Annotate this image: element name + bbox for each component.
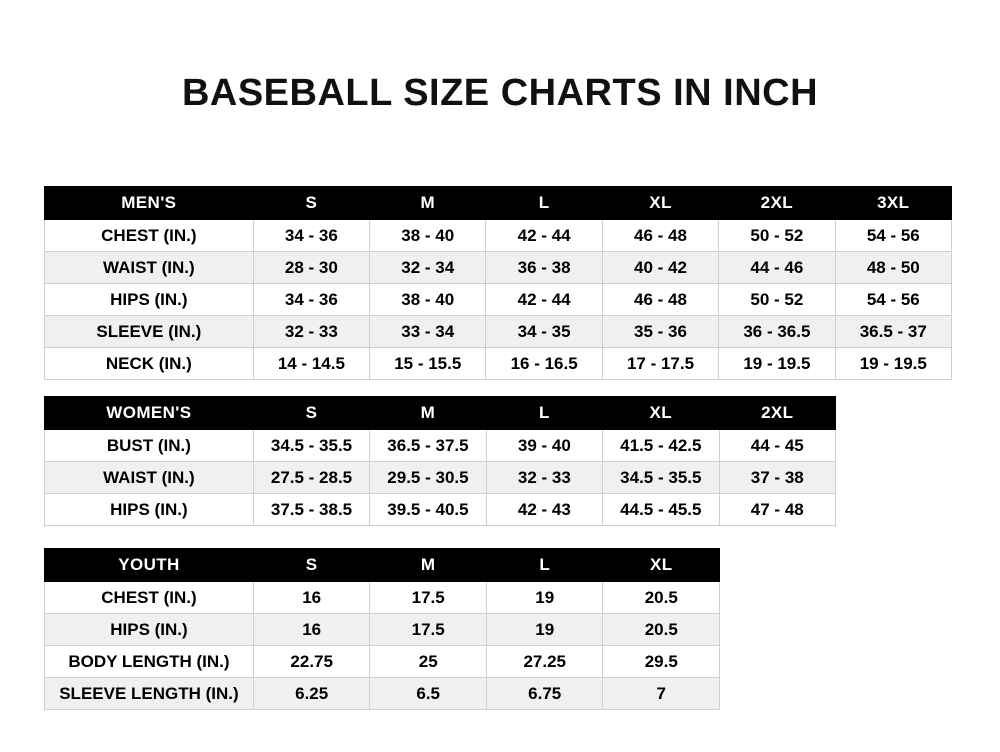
table-row [45,252,952,284]
table-row [45,348,952,380]
youth-header-s: S [253,549,370,582]
cell: 54 - 56 [835,284,951,316]
table-row [45,678,720,710]
cell: 20.5 [603,582,720,614]
mens-table-body [45,220,952,380]
cell: 38 - 40 [370,284,486,316]
row-label: NECK (IN.) [45,348,254,380]
row-label: CHEST (IN.) [45,220,254,252]
row-label: SLEEVE (IN.) [45,316,254,348]
cell: 42 - 43 [486,494,602,526]
cell: 48 - 50 [835,252,951,284]
row-label: BODY LENGTH (IN.) [45,646,254,678]
row-label: SLEEVE LENGTH (IN.) [45,678,254,710]
cell: 40 - 42 [602,252,718,284]
cell: 17.5 [370,614,487,646]
cell: 50 - 52 [719,284,835,316]
table-row [45,494,836,526]
cell: 36.5 - 37.5 [370,430,486,462]
cell: 36.5 - 37 [835,316,951,348]
table-row [45,582,720,614]
cell: 41.5 - 42.5 [603,430,719,462]
cell: 25 [370,646,487,678]
table-row [45,220,952,252]
cell: 42 - 44 [486,284,602,316]
cell: 19 - 19.5 [719,348,835,380]
row-label: BUST (IN.) [45,430,254,462]
cell: 19 - 19.5 [835,348,951,380]
mens-header-2xl: 2XL [719,187,835,220]
youth-table-header [45,549,720,582]
youth-header-l: L [486,549,603,582]
cell: 44 - 45 [719,430,835,462]
table-row [45,646,720,678]
cell: 7 [603,678,720,710]
cell: 17.5 [370,582,487,614]
row-label: WAIST (IN.) [45,462,254,494]
youth-header-category: YOUTH [45,549,254,582]
mens-header-l: L [486,187,602,220]
womens-header-2xl: 2XL [719,397,835,430]
cell: 36 - 36.5 [719,316,835,348]
cell: 35 - 36 [602,316,718,348]
youth-size-chart [44,548,720,710]
youth-header-m: M [370,549,487,582]
cell: 15 - 15.5 [370,348,486,380]
cell: 37.5 - 38.5 [253,494,369,526]
womens-size-chart [44,396,836,526]
cell: 39.5 - 40.5 [370,494,486,526]
cell: 44 - 46 [719,252,835,284]
table-header-row [45,397,836,430]
table-row [45,316,952,348]
cell: 37 - 38 [719,462,835,494]
cell: 32 - 33 [486,462,602,494]
cell: 29.5 [603,646,720,678]
cell: 46 - 48 [602,220,718,252]
cell: 42 - 44 [486,220,602,252]
womens-table-header [45,397,836,430]
table-row [45,462,836,494]
page-title: BASEBALL SIZE CHARTS IN INCH [181,72,819,114]
cell: 50 - 52 [719,220,835,252]
row-label: WAIST (IN.) [45,252,254,284]
womens-header-l: L [486,397,602,430]
cell: 34.5 - 35.5 [253,430,369,462]
youth-header-xl: XL [603,549,720,582]
cell: 29.5 - 30.5 [370,462,486,494]
cell: 38 - 40 [370,220,486,252]
mens-header-s: S [253,187,369,220]
cell: 16 - 16.5 [486,348,602,380]
cell: 19 [486,582,603,614]
cell: 17 - 17.5 [602,348,718,380]
cell: 28 - 30 [253,252,369,284]
cell: 6.5 [370,678,487,710]
cell: 34.5 - 35.5 [603,462,719,494]
row-label: HIPS (IN.) [45,494,254,526]
cell: 44.5 - 45.5 [603,494,719,526]
mens-header-category: MEN'S [45,187,254,220]
youth-size-table [44,548,720,710]
womens-header-s: S [253,397,369,430]
cell: 19 [486,614,603,646]
mens-size-chart [44,186,952,380]
cell: 27.5 - 28.5 [253,462,369,494]
cell: 34 - 35 [486,316,602,348]
cell: 20.5 [603,614,720,646]
cell: 32 - 33 [253,316,369,348]
table-row [45,284,952,316]
womens-size-table [44,396,836,526]
cell: 16 [253,582,370,614]
cell: 16 [253,614,370,646]
cell: 22.75 [253,646,370,678]
cell: 36 - 38 [486,252,602,284]
table-row [45,430,836,462]
cell: 47 - 48 [719,494,835,526]
youth-table-body [45,582,720,710]
cell: 46 - 48 [602,284,718,316]
mens-table-header [45,187,952,220]
womens-header-m: M [370,397,486,430]
mens-header-xl: XL [602,187,718,220]
mens-header-m: M [370,187,486,220]
cell: 34 - 36 [253,284,369,316]
cell: 6.75 [486,678,603,710]
womens-header-xl: XL [603,397,719,430]
table-header-row [45,187,952,220]
mens-size-table [44,186,952,380]
row-label: HIPS (IN.) [45,614,254,646]
cell: 39 - 40 [486,430,602,462]
row-label: CHEST (IN.) [45,582,254,614]
cell: 54 - 56 [835,220,951,252]
cell: 27.25 [486,646,603,678]
womens-header-category: WOMEN'S [45,397,254,430]
mens-header-3xl: 3XL [835,187,951,220]
cell: 32 - 34 [370,252,486,284]
cell: 33 - 34 [370,316,486,348]
cell: 6.25 [253,678,370,710]
womens-table-body [45,430,836,526]
cell: 34 - 36 [253,220,369,252]
cell: 14 - 14.5 [253,348,369,380]
row-label: HIPS (IN.) [45,284,254,316]
table-header-row [45,549,720,582]
table-row [45,614,720,646]
